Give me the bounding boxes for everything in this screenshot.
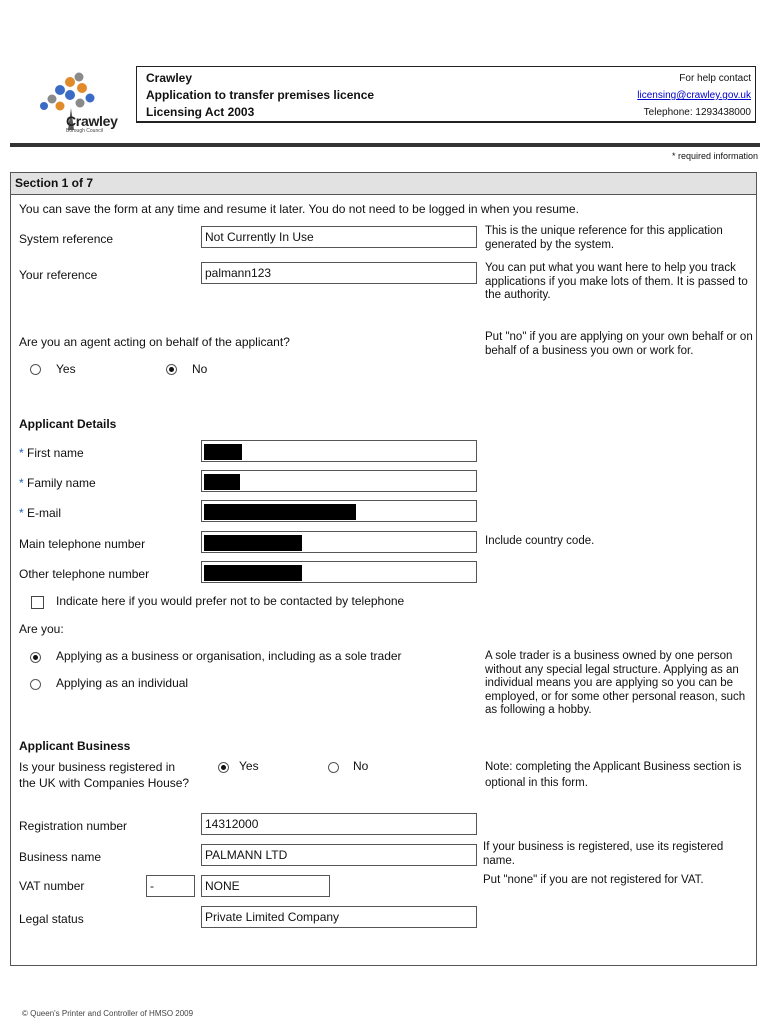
section-intro: You can save the form at any time and resume it later. You do not need to be logged in when you resume. [19, 202, 579, 216]
business-note: Note: completing the Applicant Business section is optional in this form. [485, 761, 742, 789]
legislation: Licensing Act 2003 [146, 105, 255, 119]
redaction [204, 504, 356, 520]
logo-name: Crawley [66, 113, 118, 129]
section-panel [10, 172, 757, 966]
header-divider [10, 143, 760, 147]
section-title: Section 1 of 7 [15, 176, 94, 190]
required-star: * [19, 446, 24, 460]
section-header [11, 173, 756, 195]
agent-no-label: No [192, 362, 208, 376]
main-phone-label: Main telephone number [19, 537, 146, 551]
are-you-label: Are you: [19, 622, 64, 636]
vat-hint: Put "none" if you are not registered for VAT. [483, 874, 704, 886]
main-phone-hint: Include country code. [485, 535, 595, 547]
registered-no-radio[interactable] [328, 762, 339, 773]
family-name-text: Family name [27, 476, 96, 490]
required-note: * required information [671, 151, 758, 161]
business-option-radio[interactable] [30, 652, 41, 663]
registered-no-label: No [353, 759, 369, 773]
email-label [19, 506, 61, 521]
help-contact-block [637, 70, 751, 121]
vat-prefix-field[interactable]: - [146, 875, 195, 897]
your-reference-hint: You can put what you want here to help you track applications if you make lots of them. It is passed to the authority. [485, 262, 748, 301]
your-reference-label: Your reference [19, 268, 98, 282]
email-text: E-mail [27, 506, 62, 520]
agent-yes-radio[interactable] [30, 364, 41, 375]
no-phone-contact-checkbox[interactable] [31, 596, 44, 609]
agent-hint: Put "no" if you are applying on your own behalf or on behalf of a business you own or work for. [485, 331, 753, 357]
agent-question: Are you an agent acting on behalf of the applicant? [19, 335, 290, 349]
family-name-label [19, 476, 96, 491]
individual-option-radio[interactable] [30, 679, 41, 690]
your-reference-field[interactable]: palmann123 [201, 262, 477, 284]
form-title-block [146, 70, 374, 121]
help-label: For help contact [679, 73, 751, 84]
required-star: * [19, 506, 24, 520]
individual-option-label: Applying as an individual [56, 676, 189, 690]
registration-number-label: Registration number [19, 819, 128, 833]
applicant-business-heading: Applicant Business [19, 739, 131, 753]
vat-number-label: VAT number [19, 879, 85, 893]
help-phone: Telephone: 1293438000 [643, 107, 751, 118]
redaction [204, 565, 302, 581]
registered-question: Is your business registered in the UK with Companies House? [19, 760, 190, 790]
main-phone-field[interactable] [201, 531, 477, 553]
first-name-text: First name [27, 446, 84, 460]
organisation-name: Crawley [146, 71, 193, 85]
business-name-field[interactable]: PALMANN LTD [201, 844, 477, 866]
legal-status-label: Legal status [19, 912, 84, 926]
agent-yes-label: Yes [56, 362, 76, 376]
registered-yes-label: Yes [239, 759, 259, 773]
help-email-link[interactable]: licensing@crawley.gov.uk [637, 90, 751, 101]
registration-number-field[interactable]: 14312000 [201, 813, 477, 835]
legal-status-field[interactable]: Private Limited Company [201, 906, 477, 928]
applicant-details-heading: Applicant Details [19, 417, 117, 431]
system-reference-label: System reference [19, 232, 114, 246]
redaction [204, 444, 242, 460]
vat-number-field[interactable]: NONE [201, 875, 330, 897]
form-title: Application to transfer premises licence [146, 88, 375, 102]
business-name-label: Business name [19, 850, 102, 864]
system-reference-hint: This is the unique reference for this application generated by the system. [485, 225, 723, 251]
logo-subtitle: Borough Council [66, 128, 103, 134]
other-phone-field[interactable] [201, 561, 477, 583]
copyright-footer: © Queen's Printer and Controller of HMSO 2009 [22, 1009, 194, 1018]
are-you-hint: A sole trader is a business owned by one person without any special legal structure. Applying as an individual means you are applying so you can be employed, or for some other personal reason, such as following a hobby. [485, 650, 746, 716]
business-name-hint: If your business is registered, use its registered name. [483, 841, 724, 867]
redaction [204, 535, 302, 551]
business-option-label: Applying as a business or organisation, including as a sole trader [56, 649, 402, 663]
first-name-label [19, 446, 84, 461]
form-header [136, 66, 756, 123]
other-phone-label: Other telephone number [19, 567, 150, 581]
family-name-field[interactable] [201, 470, 477, 492]
system-reference-field[interactable]: Not Currently In Use [201, 226, 477, 248]
agent-no-radio[interactable] [166, 364, 177, 375]
no-phone-contact-label: Indicate here if you would prefer not to be contacted by telephone [56, 594, 405, 608]
registered-yes-radio[interactable] [218, 762, 229, 773]
required-star: * [19, 476, 24, 490]
email-field[interactable] [201, 500, 477, 522]
redaction [204, 474, 240, 490]
first-name-field[interactable] [201, 440, 477, 462]
